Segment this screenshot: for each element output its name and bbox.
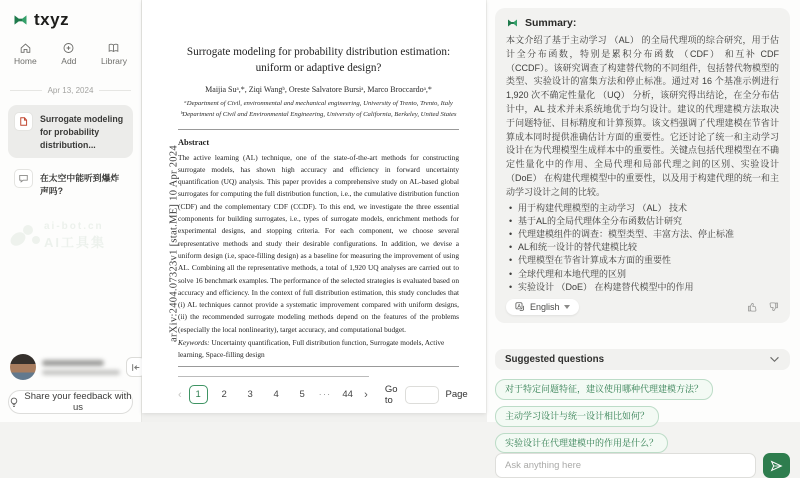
date-label: Apr 13, 2024	[47, 86, 94, 95]
summary-bullet: • 用于构建代理模型的主动学习 （AL） 技术	[506, 202, 779, 215]
prev-page-button[interactable]: ‹	[178, 388, 182, 401]
add-icon	[62, 42, 75, 54]
nav-library-label: Library	[101, 56, 127, 66]
summary-card	[495, 8, 790, 323]
lightbulb-icon	[9, 397, 19, 408]
summary-footer	[506, 299, 779, 315]
summary-bullet: • 基于AL的全局代理体全分布函数估计研究	[506, 215, 779, 228]
summary-logo-icon	[506, 17, 519, 29]
history-item-title: Surrogate modeling for probability distribution...	[40, 114, 124, 150]
paper-page	[142, 0, 486, 413]
divider	[178, 129, 459, 130]
suggested-questions-header[interactable]	[495, 349, 790, 370]
chat-icon	[14, 169, 33, 188]
language-label: English	[530, 301, 560, 312]
page-button-1[interactable]: 1	[189, 385, 208, 404]
chevron-down-icon	[769, 356, 780, 363]
summary-heading: Summary:	[525, 17, 577, 29]
summary-bullet: • AL和统一设计的替代建模比较	[506, 241, 779, 254]
svg-text:A: A	[517, 304, 522, 311]
summary-bullet: • 实验设计 （DoE） 在构建替代模型中的作用	[506, 281, 779, 294]
paper-title-line1: Surrogate modeling for probability distribution estimation:	[186, 46, 451, 58]
language-selector[interactable]	[506, 299, 579, 315]
abstract-heading: Abstract	[178, 137, 210, 147]
watermark	[8, 209, 133, 251]
arxiv-watermark: arXiv:2404.07323v1 [stat.ME] 10 Apr 2024	[168, 145, 180, 342]
suggested-question[interactable]: 实验设计在代理建模中的作用是什么？	[495, 433, 668, 454]
affiliation-1: ᵃDepartment of Civil, environmental and mechanical engineering, University of Trento, Trento, Italy	[184, 100, 453, 108]
suggested-questions-title: Suggested questions	[505, 353, 605, 365]
paper-authors: Maijia Suᵃ,*, Ziqi Wangᵇ, Oreste Salvatore Bursiᵃ, Marco Broccardoᵃ,*	[205, 85, 432, 95]
brand	[8, 8, 133, 40]
pdf-icon	[14, 112, 33, 131]
paper-title-line2: uniform or adaptive design?	[255, 62, 382, 75]
date-divider	[8, 78, 133, 105]
summary-bullet: • 全球代理和本地代理的区别	[506, 268, 779, 281]
watermark-logo-icon	[10, 223, 40, 249]
nav-home-label: Home	[14, 56, 37, 66]
pagination	[178, 383, 468, 406]
page-button-4[interactable]: 4	[273, 389, 279, 401]
user-row	[8, 354, 133, 390]
goto-label: Go to	[384, 383, 398, 406]
send-button[interactable]	[763, 453, 790, 478]
keywords	[178, 337, 459, 362]
sidebar	[0, 0, 142, 422]
sidebar-nav	[8, 40, 133, 78]
summary-bullet: • 代理模型在节省计算成本方面的重要性	[506, 254, 779, 267]
collapse-sidebar-icon	[131, 363, 141, 372]
page-button-5[interactable]: 5	[299, 389, 305, 401]
nav-add-label: Add	[61, 56, 77, 66]
suggested-question[interactable]: 对于特定问题特征，建议使用哪种代理建模方法？	[495, 379, 713, 400]
assistant-panel	[487, 0, 800, 448]
brand-logo-icon	[12, 12, 29, 28]
user-name-blurred	[42, 360, 104, 366]
translate-icon	[515, 302, 526, 312]
thumbs-up-icon[interactable]	[747, 301, 759, 313]
nav-home[interactable]	[14, 42, 37, 66]
paper-affiliations	[178, 99, 459, 119]
page-button-3[interactable]: 3	[247, 389, 253, 401]
nav-add[interactable]	[61, 42, 76, 66]
page-button-2[interactable]: 2	[221, 389, 227, 401]
footnote-divider	[178, 376, 369, 377]
next-page-button[interactable]: ›	[364, 388, 368, 401]
history-item-title: 在太空中能听到爆炸声吗?	[40, 173, 120, 196]
nav-library[interactable]	[101, 42, 127, 66]
suggested-question[interactable]: 主动学习设计与统一设计相比如何？	[495, 406, 659, 427]
history-item-chat[interactable]	[8, 162, 133, 205]
user-email-blurred	[42, 370, 120, 375]
keywords-label: Keywords:	[178, 338, 210, 348]
summary-bullet: • 代理建模组件的调查：模型类型、丰富方法、停止标准	[506, 228, 779, 241]
watermark-text	[44, 221, 106, 251]
caret-down-icon	[564, 305, 570, 309]
paper-panel	[142, 0, 487, 422]
page-ellipsis: ···	[318, 389, 332, 401]
send-icon	[770, 460, 783, 472]
thumbs-down-icon[interactable]	[767, 301, 779, 313]
library-icon	[107, 42, 120, 54]
watermark-line2: AI工具集	[44, 234, 107, 250]
divider	[178, 366, 459, 367]
affiliation-2: ᵇDepartment of Civil and Environmental Engineering, University of California, Berkeley, United States	[180, 110, 457, 118]
user-info-blurred	[42, 360, 120, 375]
watermark-line1: ai-bot.cn	[44, 220, 104, 232]
keywords-text: Uncertainty quantification, Full distribution function, Surrogate models, Active learning, Space-filling design	[178, 338, 445, 360]
ask-input[interactable]	[495, 453, 756, 478]
feedback-label: Share your feedback with us	[24, 391, 132, 413]
abstract-text: The active learning (AL) technique, one of the state-of-the-art methods for constructing surrogate models, has shown high accuracy and efficiency in forward uncertainty quantification (UQ) analysis. This paper provides a comprehensive study on AL-based global surrogates for computing the full distribution function, i.e., the cumulative distribution function (CDF) and the complementary CDF (CCDF). To this end, we investigate the three essential components for building surrogates, i.e., types of surrogate models, enrichment methods for experimental designs, and stopping criteria. For each component, we choose several representative methods and study their desirable configurations. In addition, we devise a uniform design (i.e, space-filling design) as a baseline for measuring the improvement of using AL. Combining all the representative methods, a total of 1,920 UQ analyses are carried out to solve 16 benchmark examples. The performance of the selected strategies is evaluated based on accuracy and efficiency. In the context of full distribution estimation, this study concludes that (i) AL techniques cannot provide a systematic improvement compared with uniform designs, (ii) the recommended surrogate modeling methods depend on the features of the problems (especially the local nonlinearity), target accuracy, and computational budget.	[178, 152, 459, 334]
page-label: Page	[445, 389, 468, 401]
history-item-paper[interactable]	[8, 105, 133, 158]
goto-page-input[interactable]	[405, 386, 439, 404]
paper-title	[178, 44, 459, 76]
page-button-44[interactable]: 44	[342, 389, 353, 401]
avatar	[10, 354, 36, 380]
feedback-thumbs	[747, 301, 779, 313]
feedback-button[interactable]	[8, 390, 133, 414]
home-icon	[19, 42, 32, 54]
suggested-questions-list	[495, 379, 790, 453]
summary-bullets	[506, 202, 779, 294]
ask-bar	[495, 453, 790, 478]
summary-paragraph: 本文介绍了基于主动学习 （AL） 的全局代理项的综合研究，用于估计全分布函数，特别是累积分布函数 （CDF） 和互补 CDF （CCDF）。该研究调查了构建替代物的不同组件，包括替代物模型的类型、实验设计的富集方法和停止标准。通过对 16 个基准示例进行 1,920 次不确定性量化 （UQ） 分析，该研究得出结论，在全分布估计中，AL 技术并未系统地优于均匀设计。建议的代理建模方法取决于问题特征、目标精度和计算预算。该文档强调了代理建模在节省计算成本同时提供准确估计方面的重要性。它还讨论了统一和主动学习设计在为代理模型生成样本中的重要性。关键点包括代理模型在不确定性量化中的作用、全局代理和局部代理之间的区别、实验设计 （DoE） 在构建代理模型中的重要性，以及用于构建代理的统一和主动学习设计之间的比较。	[506, 35, 779, 197]
brand-name: txyz	[34, 10, 70, 29]
summary-header	[506, 17, 779, 29]
